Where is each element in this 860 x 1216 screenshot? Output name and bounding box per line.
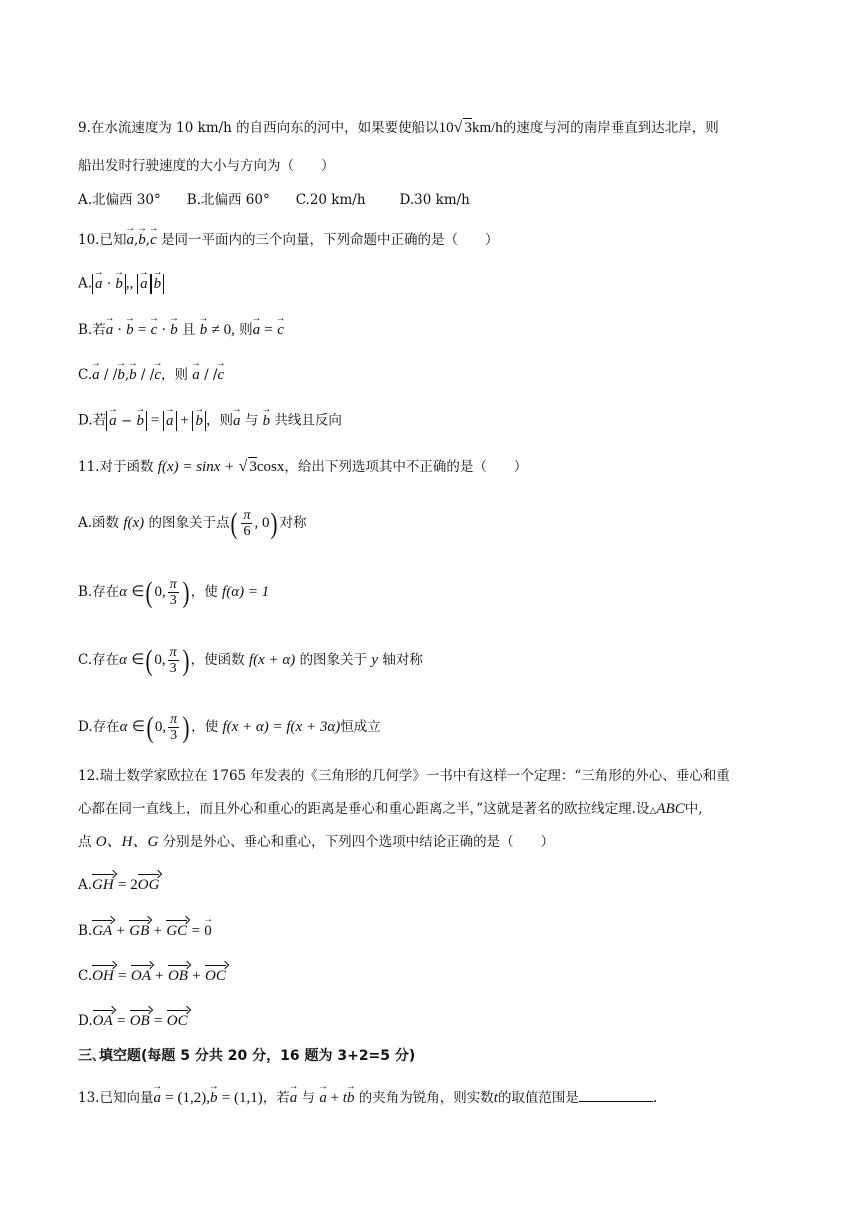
q10-option-b: B.若→ a · → b = → c · → b 且 → b ≠ 0, 则→ a = → c bbox=[78, 321, 284, 339]
q11-d-mid: ，使 bbox=[191, 719, 219, 735]
q9-unit: km/h bbox=[471, 120, 503, 136]
q10-stem-prefix: 10.已知 bbox=[78, 232, 127, 248]
frac-num: π bbox=[243, 508, 251, 523]
q12-option-a: A.GH = 2OG bbox=[78, 874, 159, 894]
q9-option-a: A.北偏西 30° bbox=[78, 192, 161, 208]
q10-b-mid: 且 bbox=[182, 322, 196, 338]
q9-option-c: C.20 km/h bbox=[295, 192, 366, 208]
q13-mid: ，若 bbox=[262, 1090, 290, 1106]
q11-option-a: A.函数 f(x) 的图象关于点( $\frac{\pi}{6}$ , 0) 对称 bbox=[78, 506, 307, 540]
q12-line2-b: 中, bbox=[684, 801, 703, 817]
q13-line: 13.已知向量→ a = (1,2),→ b = (1,1)，若→ a 与 → a + t→ b 的夹角为锐角，则实数t的取值范围是 . bbox=[78, 1087, 657, 1107]
q11-option-d: D.存在α ∈( 0, $\frac{\pi}{3}$ ) ，使 f(x + α) = f(x + 3α)恒成立 bbox=[78, 710, 381, 744]
q9-option-d: D.30 km/h bbox=[399, 192, 470, 208]
q12-line2-a: 心都在同一直线上，而且外心和重心的距离是垂心和重心距离之半，”这就是著名的欧拉线定理.设 bbox=[78, 801, 650, 817]
q12-line3-b: 分别是外心、垂心和重心，下列四个选项中结论正确的是（ ） bbox=[162, 834, 555, 850]
q10-b-prefix: B.若 bbox=[78, 322, 106, 338]
q12-a-prefix: A. bbox=[78, 877, 93, 893]
q13-prefix: 13.已知向量 bbox=[78, 1090, 154, 1106]
q11-option-c: C.存在α ∈( 0, $\frac{\pi}{3}$ ) ，使函数 f(x + α) 的图象关于 y 轴对称 bbox=[78, 643, 423, 677]
frac-den: 6 bbox=[243, 524, 251, 539]
q11-c-prefix: C.存在 bbox=[78, 652, 120, 668]
q10-option-c: C.→ a / /→ b,→ b / /→ c，则 → a / /→ c bbox=[78, 366, 224, 384]
q10-c-then: ，则 bbox=[160, 367, 188, 383]
q10-stem-suffix: 是同一平面内的三个向量，下列命题中正确的是（ ） bbox=[161, 232, 499, 248]
q11-a-prefix: A.函数 bbox=[78, 515, 120, 531]
q10-a-prefix: A. bbox=[78, 275, 93, 292]
q12-line3 bbox=[78, 833, 554, 851]
q12-line1: 12.瑞士数学家欧拉在 1765 年发表的《三角形的几何学》一书中有这样一个定理：“三角形的外心、垂心和重 bbox=[78, 768, 730, 784]
frac-den: 3 bbox=[169, 661, 177, 676]
q11-a-suffix: 对称 bbox=[279, 515, 307, 531]
q12-d-prefix: D. bbox=[78, 1013, 93, 1029]
frac-num: π bbox=[170, 712, 178, 727]
q12-option-c: C.OH = OA + OB + OC bbox=[78, 965, 226, 985]
q13-suffix: 的夹角为锐角，则实数 bbox=[358, 1090, 494, 1106]
q9-speed-coef: 10 bbox=[438, 120, 454, 136]
q9-line2: 船出发时行驶速度的大小与方向为（ ） bbox=[78, 158, 335, 174]
section-3-title: 三､填空题(每题 5 分共 20 分，16 题为 3+2=5 分) bbox=[78, 1048, 416, 1064]
q11-b-prefix: B.存在 bbox=[78, 584, 120, 600]
q11-option-b: B.存在α ∈( 0, $\frac{\pi}{3}$ ) ，使 f(α) = 1 bbox=[78, 575, 270, 609]
frac-den: 3 bbox=[170, 728, 178, 743]
q10-d-prefix: D.若 bbox=[78, 412, 107, 429]
q11-cos: cosx bbox=[256, 459, 285, 475]
q10-stem: 10.已知→ a,→ b,→ c 是同一平面内的三个向量，下列命题中正确的是（ ） bbox=[78, 231, 499, 249]
answer-blank[interactable] bbox=[579, 1087, 653, 1102]
q11-func: f(x) = sinx + bbox=[157, 459, 235, 475]
q13-end: 的取值范围是 bbox=[497, 1090, 579, 1106]
q12-line3-a: 点 bbox=[78, 834, 92, 850]
q13-period: . bbox=[652, 1090, 658, 1106]
q11-c-axis: y bbox=[371, 652, 379, 668]
q13-t: t bbox=[493, 1090, 498, 1106]
q10-d-then: ，则 bbox=[205, 412, 233, 429]
q9-text-b: 的速度与河的南岸垂直到达北岸，则 bbox=[502, 120, 719, 136]
q12-points: O、H、G bbox=[95, 834, 159, 850]
q11-a-mid: 的图象关于点 bbox=[148, 515, 230, 531]
q9-line1 bbox=[78, 118, 719, 137]
q9-option-b: B.北偏西 60° bbox=[186, 192, 270, 208]
q13-b-value: = (1,1) bbox=[221, 1090, 263, 1106]
q10-c-prefix: C. bbox=[78, 367, 93, 383]
q11-c-suffix: 的图象关于 bbox=[299, 652, 368, 668]
q13-a-value: = (1,2), bbox=[165, 1090, 210, 1106]
q12-c-prefix: C. bbox=[78, 968, 93, 984]
frac-den: 3 bbox=[169, 593, 177, 608]
sqrt-sign: √ bbox=[453, 119, 463, 136]
q10-option-a: A.→ a · → b ,, → a→ b bbox=[78, 274, 164, 294]
frac-num: π bbox=[169, 577, 177, 592]
q11-c-end: 轴对称 bbox=[382, 652, 423, 668]
q11-stem: 11.对于函数 f(x) = sinx + √ 3cosx，给出下列选项其中不正确的是（ ） bbox=[78, 458, 528, 475]
q10-d-and: 与 bbox=[244, 412, 259, 429]
q10-b-then: 则 bbox=[239, 322, 253, 338]
q9-radicand: 3 bbox=[464, 120, 472, 136]
q12-line2 bbox=[78, 800, 703, 820]
q12-b-prefix: B. bbox=[78, 923, 93, 939]
q13-and: 与 bbox=[301, 1090, 316, 1106]
q11-d-suffix: 恒成立 bbox=[340, 719, 381, 735]
q11-b-mid: ，使 bbox=[190, 584, 218, 600]
q9-options bbox=[78, 191, 470, 209]
q10-d-suffix: 共线且反向 bbox=[274, 412, 342, 429]
q11-c-mid: ，使函数 bbox=[190, 652, 245, 668]
q12-option-d: D.OA = OB = OC bbox=[78, 1010, 188, 1030]
frac-num: π bbox=[169, 645, 177, 660]
q11-stem-suffix: ，给出下列选项其中不正确的是（ ） bbox=[284, 459, 528, 475]
q11-c-func: f(x + α) bbox=[248, 652, 296, 668]
q11-d-eq: f(x + α) = f(x + 3α) bbox=[222, 719, 341, 735]
q11-d-prefix: D.存在 bbox=[78, 719, 120, 735]
q10-option-d: D.若→ a − → b = → a + → b ，则→ a 与 → b 共线且反向 bbox=[78, 411, 342, 431]
q11-b-eq: f(α) = 1 bbox=[222, 584, 270, 600]
triangle-icon: △ bbox=[649, 806, 657, 816]
q12-triangle-name: ABC bbox=[656, 801, 685, 817]
q12-option-b: B.GA + GB + GC = → 0 bbox=[78, 920, 212, 940]
q11-stem-prefix: 11.对于函数 bbox=[78, 459, 154, 475]
q9-text-a: 9.在水流速度为 10 km/h 的自西向东的河中，如果要使船以 bbox=[78, 120, 439, 136]
